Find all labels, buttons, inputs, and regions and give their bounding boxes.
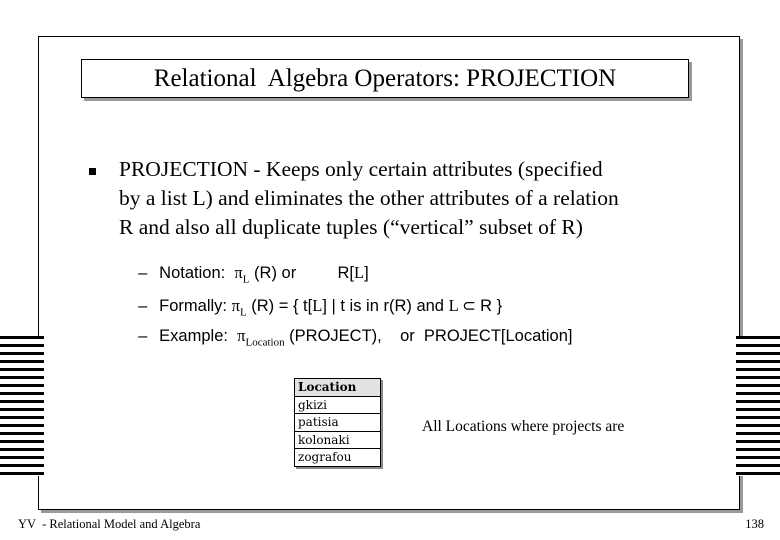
location-table — [294, 378, 381, 467]
attr-list-symbol: L — [353, 263, 365, 282]
left-decorative-stripes — [0, 336, 44, 476]
example-line — [129, 306, 572, 352]
projection-subscript: Location — [245, 336, 285, 349]
formally-rest-2: ] | t is in r(R) and — [322, 297, 449, 315]
pi-symbol: π — [234, 263, 243, 282]
table-row: zografou — [295, 448, 380, 466]
example-rest: (PROJECT), or PROJECT[Location] — [284, 327, 573, 345]
table-caption: All Locations where projects are — [422, 418, 625, 435]
example-label: Example: — [159, 327, 238, 345]
table-row: patisia — [295, 413, 380, 431]
notation-end: ] — [364, 264, 369, 282]
formally-rest-3: R } — [480, 297, 503, 315]
attr-list-symbol: L — [448, 296, 459, 315]
dash-marker: – — [138, 327, 148, 345]
dash-marker: – — [138, 297, 148, 315]
formally-rest-1: (R) = { t[ — [246, 297, 313, 315]
attr-list-symbol: L — [312, 296, 323, 315]
table-row: kolonaki — [295, 431, 380, 449]
pi-symbol: π — [231, 296, 240, 315]
pi-symbol: π — [237, 326, 246, 345]
bullet-marker — [89, 168, 96, 175]
notation-label: Notation: — [159, 264, 235, 282]
projection-subscript: L — [242, 273, 250, 286]
table-row: gkizi — [295, 396, 380, 414]
notation-rest: (R) or R[ — [249, 264, 354, 282]
table-header: Location — [295, 379, 380, 396]
formally-label: Formally: — [159, 297, 232, 315]
projection-subscript: L — [239, 306, 247, 319]
bullet-text: PROJECTION - Keeps only certain attributes (specified by a list L) and eliminates the other attributes of a relation R and also all duplicate tuples (“vertical” subset of R) — [119, 157, 619, 239]
page-number: 138 — [745, 517, 764, 531]
dash-marker: – — [138, 264, 148, 282]
right-decorative-stripes — [736, 336, 780, 476]
slide-title: Relational Algebra Operators: PROJECTION — [81, 59, 689, 98]
footer-course-title: YV - Relational Model and Algebra — [18, 517, 201, 531]
subset-symbol: ⊂ — [458, 296, 481, 315]
